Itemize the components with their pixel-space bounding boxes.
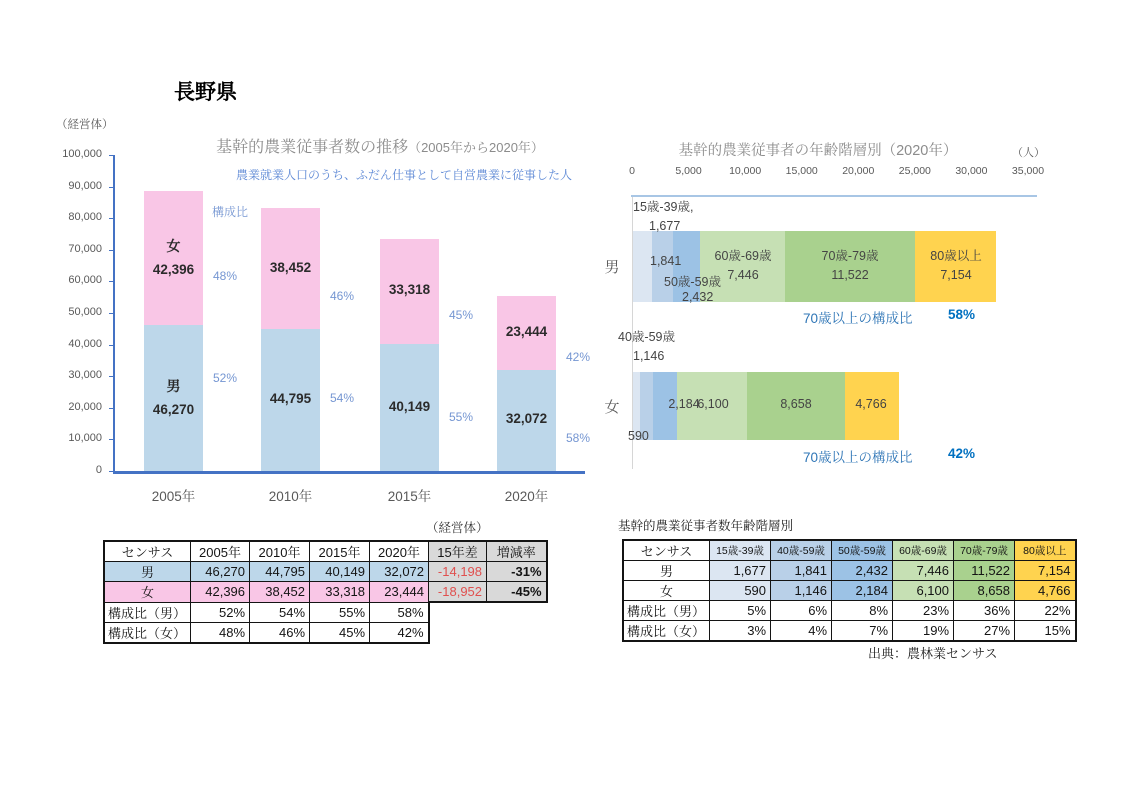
right-chart-title: 基幹的農業従事者の年齢階層別（2020年）	[678, 143, 958, 159]
pct-cell: 45%	[310, 622, 370, 643]
bar-data-label: 50歳-59歳	[664, 275, 721, 289]
y-axis-line	[113, 155, 115, 473]
bar-row-label: 女	[604, 399, 620, 416]
left-chart-subtitle: 農業就業人口のうち、ふだん仕事として自営農業に従事した人	[236, 168, 573, 182]
value-cell: 42,396	[191, 582, 250, 603]
over70-ratio-value: 58%	[948, 307, 976, 322]
value-cell: 4,766	[1015, 581, 1076, 601]
female-value-label: 38,452	[269, 259, 312, 275]
value-cell: 23%	[893, 601, 954, 621]
trend-table	[103, 540, 548, 644]
column-header: 2015年	[310, 541, 370, 562]
male-value-label: 46,270	[152, 401, 195, 417]
value-cell: 8%	[832, 601, 893, 621]
value-cell: 11,522	[954, 561, 1015, 581]
x-tick-label: 15,000	[785, 165, 818, 177]
value-cell: 32,072	[370, 562, 429, 582]
bar-data-label: 40歳-59歳	[618, 330, 675, 344]
bar-data-label: 590	[628, 429, 649, 443]
male-series-name: 男	[166, 377, 181, 394]
row-header: 男	[623, 561, 710, 581]
column-header: 70歳-79歳	[954, 540, 1015, 561]
page-title: 長野県	[174, 81, 237, 104]
column-header: 50歳-59歳	[832, 540, 893, 561]
composition-ratio-label: 構成比	[212, 205, 249, 219]
left-chart-title-main: 基幹的農業従事者数の推移	[216, 139, 409, 156]
x-category-label: 2010年	[268, 489, 313, 504]
column-header: 80歳以上	[1015, 540, 1076, 561]
bar-data-label: 15歳-39歳,	[633, 200, 694, 214]
x-tick-label: 30,000	[955, 165, 988, 177]
age-table	[622, 539, 1077, 642]
left-chart-title-paren: （2005年から2020年）	[408, 140, 544, 155]
value-cell: 7,446	[893, 561, 954, 581]
x-category-label: 2005年	[151, 489, 196, 504]
value-cell: 7%	[832, 621, 893, 642]
male-pct-label: 52%	[213, 371, 238, 385]
y-tick-label: 80,000	[68, 211, 102, 224]
bar-data-label: 80歳以上	[930, 249, 982, 263]
y-tick-label: 90,000	[68, 179, 102, 192]
value-cell: 40,149	[310, 562, 370, 582]
rate-cell: -45%	[487, 582, 547, 603]
value-cell: 22%	[1015, 601, 1076, 621]
male-value-label: 40,149	[388, 398, 431, 414]
column-header: 2010年	[250, 541, 310, 562]
bar-data-label: 11,522	[831, 268, 869, 282]
female-value-label: 23,444	[505, 323, 548, 339]
row-header: 女	[623, 581, 710, 601]
bar-data-label: 1,146	[633, 349, 665, 363]
value-cell: 27%	[954, 621, 1015, 642]
female-value-label: 33,318	[388, 282, 431, 298]
y-tick-label: 40,000	[68, 337, 102, 350]
x-tick-label: 35,000	[1011, 165, 1045, 177]
left-chart-title	[160, 134, 600, 157]
x-tick-label: 20,000	[842, 165, 875, 177]
column-header: 2005年	[191, 541, 250, 562]
column-header: 40歳-59歳	[771, 540, 832, 561]
value-cell: 44,795	[250, 562, 310, 582]
column-header: 15歳-39歳	[710, 540, 771, 561]
x-tick-label: 10,000	[729, 165, 762, 177]
value-cell: 33,318	[310, 582, 370, 603]
column-header: 2020年	[370, 541, 429, 562]
male-pct-label: 54%	[330, 391, 355, 405]
x-axis-line	[113, 471, 585, 474]
bar-data-label: 7,446	[727, 268, 759, 282]
over70-ratio-label: 70歳以上の構成比	[803, 450, 913, 465]
pct-cell: 54%	[250, 602, 310, 622]
value-cell: 1,841	[771, 561, 832, 581]
column-header: 60歳-69歳	[893, 540, 954, 561]
value-cell: 1,146	[771, 581, 832, 601]
bar-data-label: 70歳-79歳	[821, 249, 879, 263]
x-category-label: 2015年	[387, 489, 432, 504]
value-cell: 2,432	[832, 561, 893, 581]
female-value-label: 42,396	[152, 261, 195, 277]
pct-cell: 42%	[370, 622, 429, 643]
value-cell: 6%	[771, 601, 832, 621]
row-header: 女	[104, 582, 191, 603]
bar-data-label: 2,432	[682, 290, 714, 304]
value-cell: 7,154	[1015, 561, 1076, 581]
y-tick-label: 30,000	[68, 369, 102, 382]
x-axis-unit-label: （人）	[1012, 147, 1045, 159]
male-value-label: 32,072	[505, 411, 548, 427]
female-series-name: 女	[166, 237, 181, 254]
source-note: 出典：農林業センサス	[868, 646, 998, 661]
row-header: 構成比（男）	[104, 602, 191, 622]
x-tick-label: 0	[629, 165, 635, 177]
bar-data-label: 60歳-69歳	[714, 249, 772, 263]
male-pct-label: 58%	[566, 431, 591, 445]
over70-ratio-label: 70歳以上の構成比	[803, 311, 913, 326]
x-tick-label: 5,000	[675, 165, 702, 177]
pct-cell: 46%	[250, 622, 310, 643]
bar-data-label: 1,677	[649, 219, 681, 233]
bar-data-label: 4,766	[855, 397, 887, 411]
y-axis-unit-label: （経営体）	[56, 119, 114, 131]
pct-cell: 48%	[191, 622, 250, 643]
value-cell: 8,658	[954, 581, 1015, 601]
pct-cell: 55%	[310, 602, 370, 622]
y-tick-label: 0	[95, 464, 102, 476]
value-cell: 6,100	[893, 581, 954, 601]
bar-data-label: 6,100	[697, 397, 729, 411]
value-cell: 23,444	[370, 582, 429, 603]
value-cell: 3%	[710, 621, 771, 642]
bar-row-label: 男	[604, 259, 620, 276]
y-tick-label: 60,000	[68, 274, 102, 287]
rate-cell: -31%	[487, 562, 547, 582]
y-tick-label: 10,000	[68, 432, 102, 445]
bar-data-label: 1,841	[650, 254, 682, 268]
row-header: 構成比（女）	[623, 621, 710, 642]
age-bar-segment	[785, 231, 916, 302]
female-pct-label: 45%	[449, 308, 474, 322]
value-cell: 5%	[710, 601, 771, 621]
y-tick-label: 100,000	[62, 148, 102, 160]
value-cell: 36%	[954, 601, 1015, 621]
value-cell: 46,270	[191, 562, 250, 582]
column-header: センサス	[623, 540, 710, 561]
column-header: 15年差	[429, 541, 487, 562]
y-tick-label: 50,000	[68, 306, 102, 318]
bar-data-label: 7,154	[940, 268, 972, 282]
x-category-label: 2020年	[504, 489, 549, 504]
female-bar-segment	[144, 191, 203, 325]
column-header: 増減率	[487, 541, 547, 562]
value-cell: 590	[710, 581, 771, 601]
value-cell: 2,184	[832, 581, 893, 601]
left-table-unit-caption: （経営体）	[426, 521, 489, 535]
diff-cell: -18,952	[429, 582, 487, 603]
value-cell: 15%	[1015, 621, 1076, 642]
male-value-label: 44,795	[269, 391, 312, 407]
value-cell: 1,677	[710, 561, 771, 581]
value-cell: 19%	[893, 621, 954, 642]
female-pct-label: 48%	[213, 269, 238, 283]
female-pct-label: 46%	[330, 289, 355, 303]
row-header: 構成比（女）	[104, 622, 191, 643]
y-tick-label: 70,000	[68, 242, 102, 255]
pct-cell: 58%	[370, 602, 429, 622]
over70-ratio-value: 42%	[948, 446, 976, 461]
x-tick-label: 25,000	[898, 165, 931, 177]
age-bar-segment	[915, 231, 996, 302]
female-pct-label: 42%	[566, 350, 591, 364]
row-header: 構成比（男）	[623, 601, 710, 621]
bar-data-label: 8,658	[780, 397, 812, 411]
value-cell: 38,452	[250, 582, 310, 603]
column-header: センサス	[104, 541, 191, 562]
row-header: 男	[104, 562, 191, 582]
bar-data-label: 2,184	[668, 397, 700, 411]
y-tick-label: 20,000	[68, 400, 102, 413]
male-pct-label: 55%	[449, 410, 474, 424]
pct-cell: 52%	[191, 602, 250, 622]
right-table-title: 基幹的農業従事者数年齢階層別	[618, 519, 794, 533]
diff-cell: -14,198	[429, 562, 487, 582]
value-cell: 4%	[771, 621, 832, 642]
male-bar-segment	[144, 325, 203, 471]
